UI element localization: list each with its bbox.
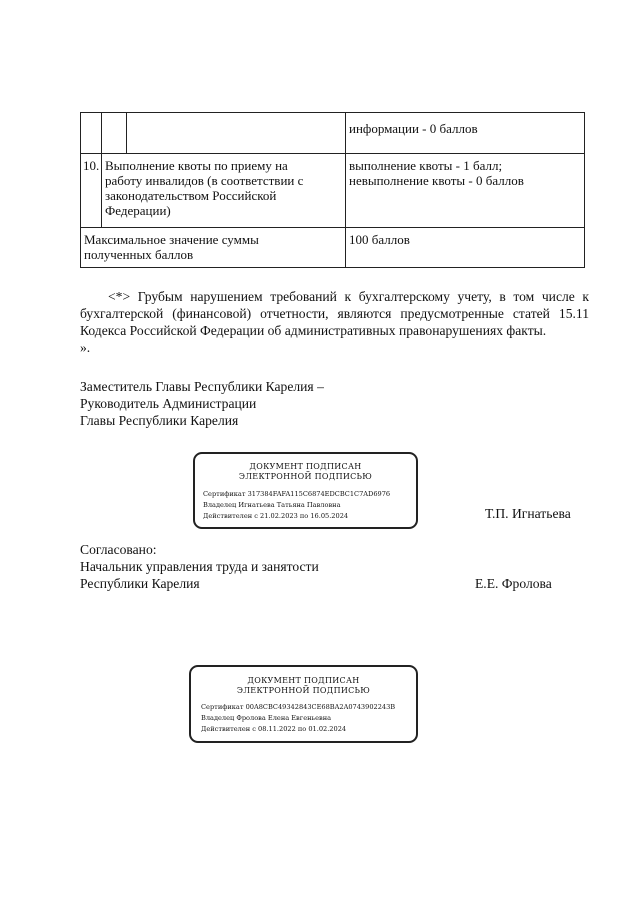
criterion-line: Выполнение квоты по приему на bbox=[105, 158, 288, 173]
approval-heading: Согласовано: bbox=[80, 542, 157, 557]
score-line: информации - 0 баллов bbox=[349, 121, 478, 136]
table-row bbox=[81, 113, 585, 154]
criterion-cell bbox=[127, 113, 346, 154]
row-number-cell bbox=[81, 113, 102, 154]
footnote bbox=[80, 288, 589, 356]
stamp-certificate: Сертификат 00A8CBC49342843CE68BA2A0743902243B bbox=[201, 703, 396, 711]
total-label-line: Максимальное значение суммы bbox=[84, 232, 259, 247]
stamp-owner: Владелец Фролова Елена Евгеньевна bbox=[201, 714, 332, 722]
criterion-line: законодательством Российской bbox=[105, 188, 277, 203]
stamp-title-line: ЭЛЕКТРОННОЙ ПОДПИСЬЮ bbox=[236, 686, 371, 695]
electronic-signature-stamp bbox=[193, 452, 418, 529]
approval-block bbox=[80, 541, 319, 592]
signatory-title-line: Руководитель Администрации bbox=[80, 396, 257, 411]
stamp-owner: Владелец Игнатьева Татьяна Павловна bbox=[203, 501, 341, 509]
score-line: невыполнение квоты - 0 баллов bbox=[349, 173, 524, 188]
stamp-title-line: ЭЛЕКТРОННОЙ ПОДПИСЬЮ bbox=[238, 472, 373, 481]
footnote-closing: ». bbox=[80, 340, 91, 355]
electronic-signature-stamp bbox=[189, 665, 418, 743]
score-cell bbox=[346, 113, 585, 154]
stamp-validity: Действителен с 21.02.2023 по 16.05.2024 bbox=[203, 512, 349, 520]
signatory-title-line: Главы Республики Карелия bbox=[80, 413, 239, 428]
approval-title-line: Начальник управления труда и занятости bbox=[80, 559, 319, 574]
stamp-info bbox=[201, 702, 416, 735]
signatory-name: Т.П. Игнатьева bbox=[485, 506, 571, 521]
signatory-title-line: Заместитель Главы Республики Карелия – bbox=[80, 379, 324, 394]
criterion-line: Федерации) bbox=[105, 203, 171, 218]
table-row bbox=[81, 154, 585, 228]
stamp-info bbox=[203, 489, 416, 522]
footnote-text: Грубым нарушением требований к бухгалтерскому учету, в том числе к бухгалтерской (финансовой) отчетности, являются предусмотренные статей 15.11 Кодекса Российской Федерации об административных правонарушениях факты. bbox=[80, 289, 589, 338]
row-blank-cell bbox=[102, 113, 127, 154]
criteria-table bbox=[80, 112, 585, 268]
footnote-marker: <*> bbox=[108, 289, 131, 304]
table-total-row bbox=[81, 228, 585, 268]
score-line: выполнение квоты - 1 балл; bbox=[349, 158, 503, 173]
criterion-line: работу инвалидов (в соответствии с bbox=[105, 173, 304, 188]
stamp-title bbox=[195, 462, 416, 482]
total-label-line: полученных баллов bbox=[84, 247, 194, 262]
stamp-title-line: ДОКУМЕНТ ПОДПИСАН bbox=[249, 462, 362, 471]
stamp-certificate: Сертификат 317384FAFA115C6874EDCBC1C7AD6976 bbox=[203, 490, 391, 498]
stamp-title bbox=[191, 676, 416, 696]
approval-title-line: Республики Карелия bbox=[80, 576, 200, 591]
criterion-cell bbox=[102, 154, 346, 228]
stamp-title-line: ДОКУМЕНТ ПОДПИСАН bbox=[247, 676, 360, 685]
stamp-validity: Действителен с 08.11.2022 по 01.02.2024 bbox=[201, 725, 347, 733]
total-value-cell: 100 баллов bbox=[346, 228, 585, 268]
score-cell bbox=[346, 154, 585, 228]
row-number-cell: 10. bbox=[81, 154, 102, 228]
approver-name: Е.Е. Фролова bbox=[475, 576, 552, 591]
total-label-cell bbox=[81, 228, 346, 268]
signatory-title bbox=[80, 378, 324, 429]
